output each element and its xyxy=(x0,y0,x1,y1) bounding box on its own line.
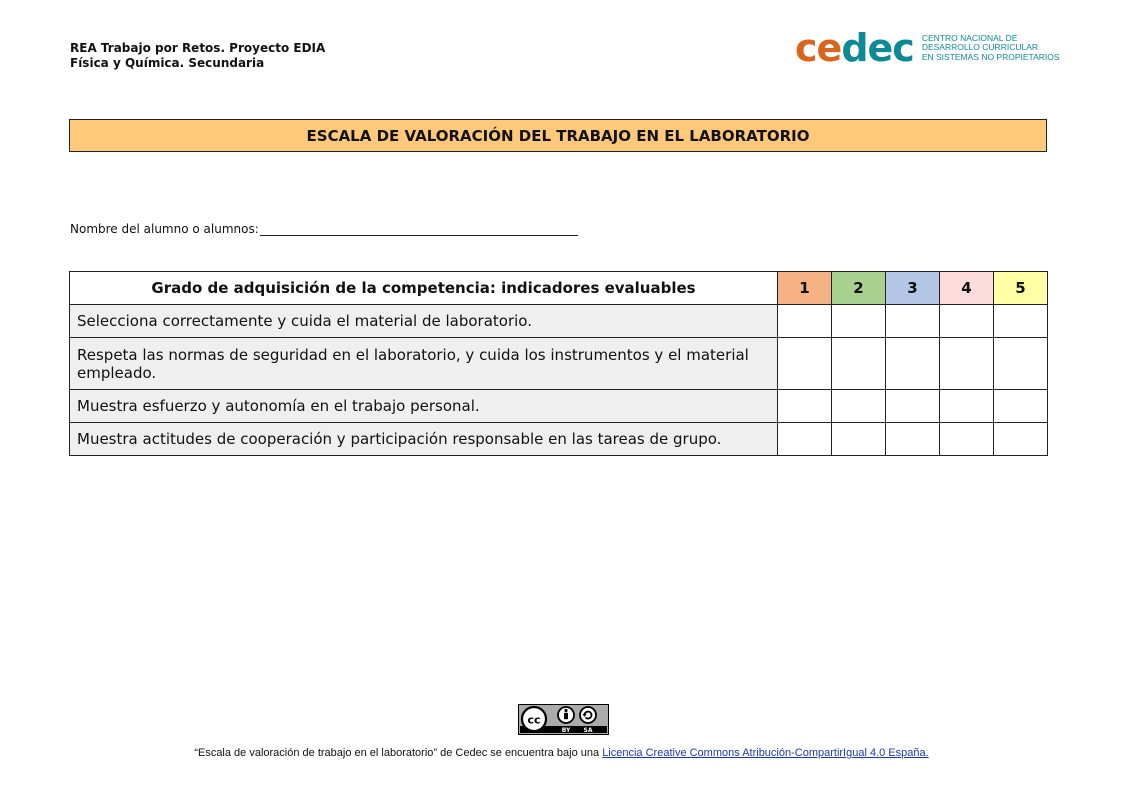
student-name-field[interactable] xyxy=(70,221,578,236)
score-cell-1[interactable] xyxy=(778,423,832,456)
score-header-3: 3 xyxy=(886,272,940,305)
logo-subtitle-line2: DESARROLLO CURRICULAR xyxy=(921,42,1039,53)
score-cell-3[interactable] xyxy=(886,338,940,390)
score-cell-4[interactable] xyxy=(940,338,994,390)
cedec-logo xyxy=(795,26,1062,70)
table-row xyxy=(70,338,1048,390)
score-cell-1[interactable] xyxy=(778,305,832,338)
header-subject-line: Física y Química. Secundaria xyxy=(70,56,265,70)
table-row xyxy=(70,305,1048,338)
logo-wordmark xyxy=(795,28,914,68)
score-cell-2[interactable] xyxy=(832,423,886,456)
score-cell-2[interactable] xyxy=(832,305,886,338)
score-cell-5[interactable] xyxy=(994,338,1048,390)
license-notice xyxy=(0,747,1123,759)
cc-icon xyxy=(522,707,546,731)
score-cell-4[interactable] xyxy=(940,305,994,338)
rubric-table xyxy=(69,271,1048,456)
score-cell-1[interactable] xyxy=(778,338,832,390)
indicator-text: Muestra actitudes de cooperación y participación responsable en las tareas de grupo. xyxy=(70,423,778,456)
rubric-header-row xyxy=(70,272,1048,305)
student-name-label: Nombre del alumno o alumnos: xyxy=(70,222,259,236)
sa-share-alike-icon xyxy=(580,707,596,723)
score-cell-5[interactable] xyxy=(994,305,1048,338)
indicator-text: Selecciona correctamente y cuida el material de laboratorio. xyxy=(70,305,778,338)
by-attribution-icon xyxy=(558,707,574,723)
license-link[interactable]: Licencia Creative Commons Atribución-CompartirIgual 4.0 España. xyxy=(602,747,929,759)
svg-text:cc: cc xyxy=(527,713,541,727)
score-header-4: 4 xyxy=(940,272,994,305)
cc-by-label: BY xyxy=(561,727,571,735)
logo-wordmark-teal: dec xyxy=(841,26,914,70)
logo-subtitle-line3: EN SISTEMAS NO PROPIETARIOS xyxy=(921,51,1060,62)
license-text: “Escala de valoración de trabajo en el laboratorio” de Cedec se encuentra bajo una xyxy=(194,747,603,759)
score-header-5: 5 xyxy=(994,272,1048,305)
score-cell-4[interactable] xyxy=(940,423,994,456)
score-header-2: 2 xyxy=(832,272,886,305)
logo-subtitle-line1: CENTRO NACIONAL DE xyxy=(921,32,1018,43)
score-header-1: 1 xyxy=(778,272,832,305)
header-project-line: REA Trabajo por Retos. Proyecto EDIA xyxy=(70,41,326,55)
document-header xyxy=(70,41,325,71)
score-cell-3[interactable] xyxy=(886,423,940,456)
score-cell-5[interactable] xyxy=(994,423,1048,456)
score-cell-3[interactable] xyxy=(886,305,940,338)
score-cell-3[interactable] xyxy=(886,390,940,423)
score-cell-5[interactable] xyxy=(994,390,1048,423)
indicator-text: Muestra esfuerzo y autonomía en el trabajo personal. xyxy=(70,390,778,423)
score-cell-2[interactable] xyxy=(832,338,886,390)
score-cell-4[interactable] xyxy=(940,390,994,423)
indicator-text: Respeta las normas de seguridad en el laboratorio, y cuida los instrumentos y el material empleado. xyxy=(70,338,778,390)
page-title: ESCALA DE VALORACIÓN DEL TRABAJO EN EL LABORATORIO xyxy=(69,119,1047,152)
logo-wordmark-orange: ce xyxy=(795,26,842,70)
score-cell-2[interactable] xyxy=(832,390,886,423)
logo-subtitle xyxy=(922,34,1062,63)
table-row xyxy=(70,390,1048,423)
student-name-blank[interactable] xyxy=(260,221,578,236)
cc-sa-label: SA xyxy=(583,727,593,735)
score-cell-1[interactable] xyxy=(778,390,832,423)
table-row xyxy=(70,423,1048,456)
cc-license-badge[interactable] xyxy=(518,704,609,735)
indicators-header: Grado de adquisición de la competencia: indicadores evaluables xyxy=(70,272,778,305)
